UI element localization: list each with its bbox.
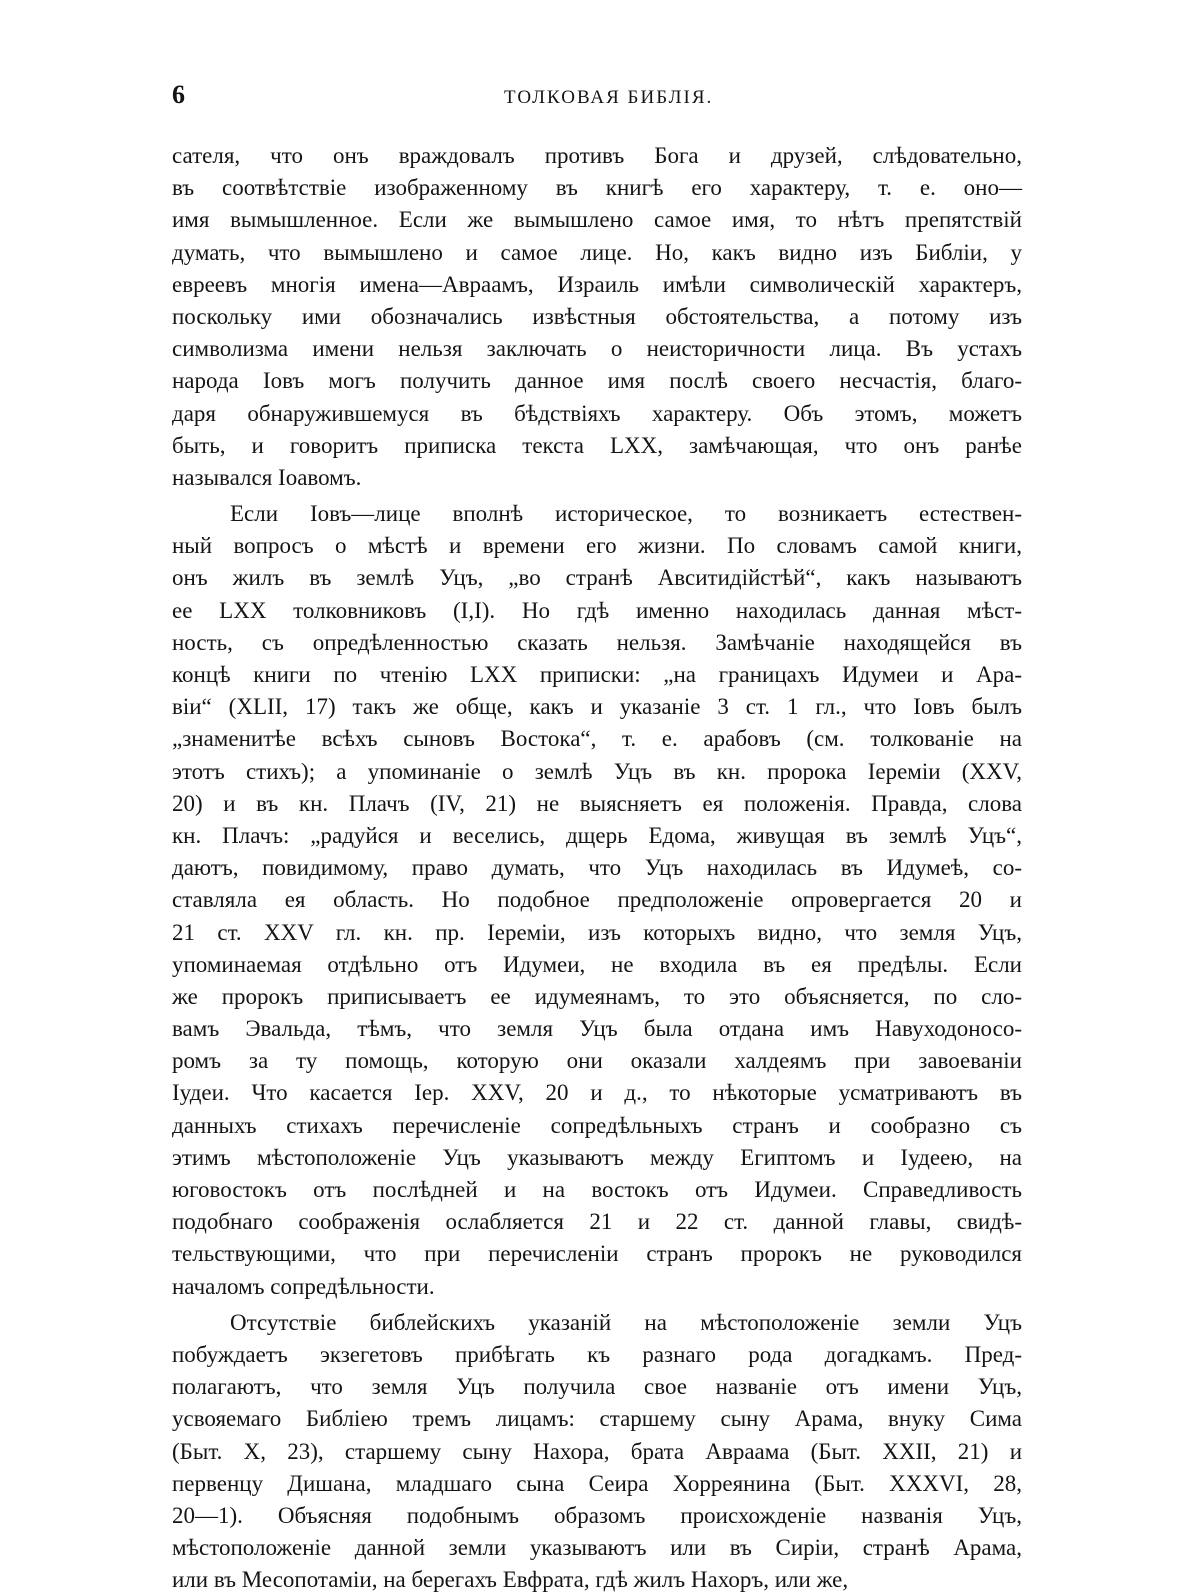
paragraph [172,1307,1022,1596]
text-line: поскольку ими обозначались извѣстныя обстоятельства, а потому изъ [172,303,1022,329]
text-line: сателя, что онъ враждовалъ противъ Бога и друзей, слѣдовательно, [172,143,1022,168]
running-title: ТОЛКОВАЯ БИБЛІЯ. [504,87,714,108]
text-line: полагаютъ, что земля Уцъ получила свое названіе отъ имени Уцъ, [172,1374,1022,1400]
paragraph [172,140,1022,494]
text-line: (Быт. X, 23), старшему сыну Нахора, брата Авраама (Быт. XXII, 21) и [172,1438,1022,1464]
text-line: данныхъ стихахъ перечисленіе сопредѣльныхъ странъ и сообразно съ [172,1112,1022,1138]
text-line: упоминаемая отдѣльно отъ Идумеи, не входила въ ея предѣлы. Если [172,951,1022,977]
text-line: ромъ за ту помощь, которую они оказали халдеямъ при завоеваніи [172,1048,1022,1074]
text-line: усвояемаго Библіею тремъ лицамъ: старшему сыну Арама, внуку Сима [172,1406,1022,1432]
text-line: этимъ мѣстоположеніе Уцъ указываютъ между Египтомъ и Іудеею, на [172,1144,1022,1170]
text-line: въ соотвѣтствіе изображенному въ книгѣ его характеру, т. е. оно— [172,175,1022,201]
text-line: ность, съ опредѣленностью сказать нельзя. Замѣчаніе находящейся въ [172,629,1022,655]
text-line: первенцу Дишана, младшаго сына Сеира Хорреянина (Быт. XXXVI, 28, [172,1470,1022,1496]
text-line: подобнаго соображенія ослабляется 21 и 22 ст. данной главы, свидѣ- [172,1209,1022,1235]
text-line: евреевъ многія имена—Авраамъ, Израиль имѣли символическій характеръ, [172,271,1022,297]
text-line: или въ Месопотаміи, на берегахъ Евфрата, гдѣ жилъ Нахоръ, или же, [172,1567,849,1593]
text-line: кн. Плачъ: „радуйся и веселись, дщерь Едома, живущая въ землѣ Уцъ“, [172,822,1022,848]
text-line: ный вопросъ о мѣстѣ и времени его жизни. По словамъ самой книги, [172,533,1022,559]
text-line: Отсутствіе библейскихъ указаній на мѣстоположеніе земли Уцъ [230,1309,1022,1335]
text-line: мѣстоположеніе данной земли указываютъ или въ Сиріи, странѣ Арама, [172,1535,1022,1561]
text-line: началомъ сопредѣльности. [172,1273,435,1299]
text-line: думать, что вымышлено и самое лице. Но, какъ видно изъ Библіи, у [172,239,1022,265]
text-line: юговостокъ отъ послѣдней и на востокъ отъ Идумеи. Справедливость [172,1177,1022,1202]
text-line: этотъ стихъ); а упоминаніе о землѣ Уцъ въ кн. пророка Іеремiи (XXV, [172,758,1022,784]
text-line: побуждаетъ экзегетовъ прибѣгать къ разнаго рода догадкамъ. Пред- [172,1341,1022,1367]
text-line: даря обнаружившемуся въ бѣдствіяхъ характеру. Объ этомъ, можетъ [172,400,1022,426]
text-line: вамъ Эвальда, тѣмъ, что земля Уцъ была отдана имъ Навуходоносо- [172,1016,1022,1042]
text-line: 20) и въ кн. Плачъ (IV, 21) не выясняетъ ея положенія. Правда, слова [172,790,1022,816]
text-line: віи“ (XLII, 17) такъ же обще, какъ и указаніе 3 ст. 1 гл., что Іовъ былъ [172,694,1022,720]
text-line: даютъ, повидимому, право думать, что Уцъ находилась въ Идумеѣ, со- [172,855,1022,881]
text-line: концѣ книги по чтенію LXX приписки: „на границахъ Идумеи и Ара- [172,662,1022,687]
text-line: Если Іовъ—лице вполнѣ историческое, то возникаетъ естествен- [230,501,1022,527]
text-line: же пророкъ приписываетъ ее идумеянамъ, то это объясняется, по сло- [172,983,1022,1009]
page-header [172,80,1022,116]
text-line: 20—1). Объясняя подобнымъ образомъ происхожденіе названія Уцъ, [172,1502,1022,1528]
text-line: ставляла ея область. Но подобное предположеніе опровергается 20 и [172,887,1022,913]
text-line: символизма имени нельзя заключать о неисторичности лица. Въ устахъ [172,336,1022,362]
text-line: быть, и говоритъ приписка текста LXX, замѣчающая, что онъ ранѣе [172,432,1022,458]
text-line: 21 ст. XXV гл. кн. пр. Іереміи, изъ которыхъ видно, что земля Уцъ, [172,919,1022,945]
text-line: ее LXX толковниковъ (I,I). Но гдѣ именно находилась данная мѣст- [172,597,1022,623]
text-line: онъ жилъ въ землѣ Уцъ, „во странѣ Авситидійстѣй“, какъ называютъ [172,565,1022,591]
body-text [172,140,1022,1596]
text-line: народа Іовъ могъ получить данное имя послѣ своего несчастія, благо- [172,368,1022,394]
paragraph [172,498,1022,1303]
text-line: имя вымышленное. Если же вымышлено самое имя, то нѣтъ препятствій [172,207,1022,233]
text-line: назывался Іоавомъ. [172,464,362,490]
text-line: тельствующими, что при перечисленіи странъ пророкъ не руководился [172,1241,1022,1267]
page-number: 6 [172,80,185,109]
text-line: Іудеи. Что касается Іер. XXV, 20 и д., то нѣкоторые усматриваютъ въ [172,1080,1022,1106]
text-line: „знаменитѣе всѣхъ сыновъ Востока“, т. е. арабовъ (см. толкованіе на [172,726,1022,752]
